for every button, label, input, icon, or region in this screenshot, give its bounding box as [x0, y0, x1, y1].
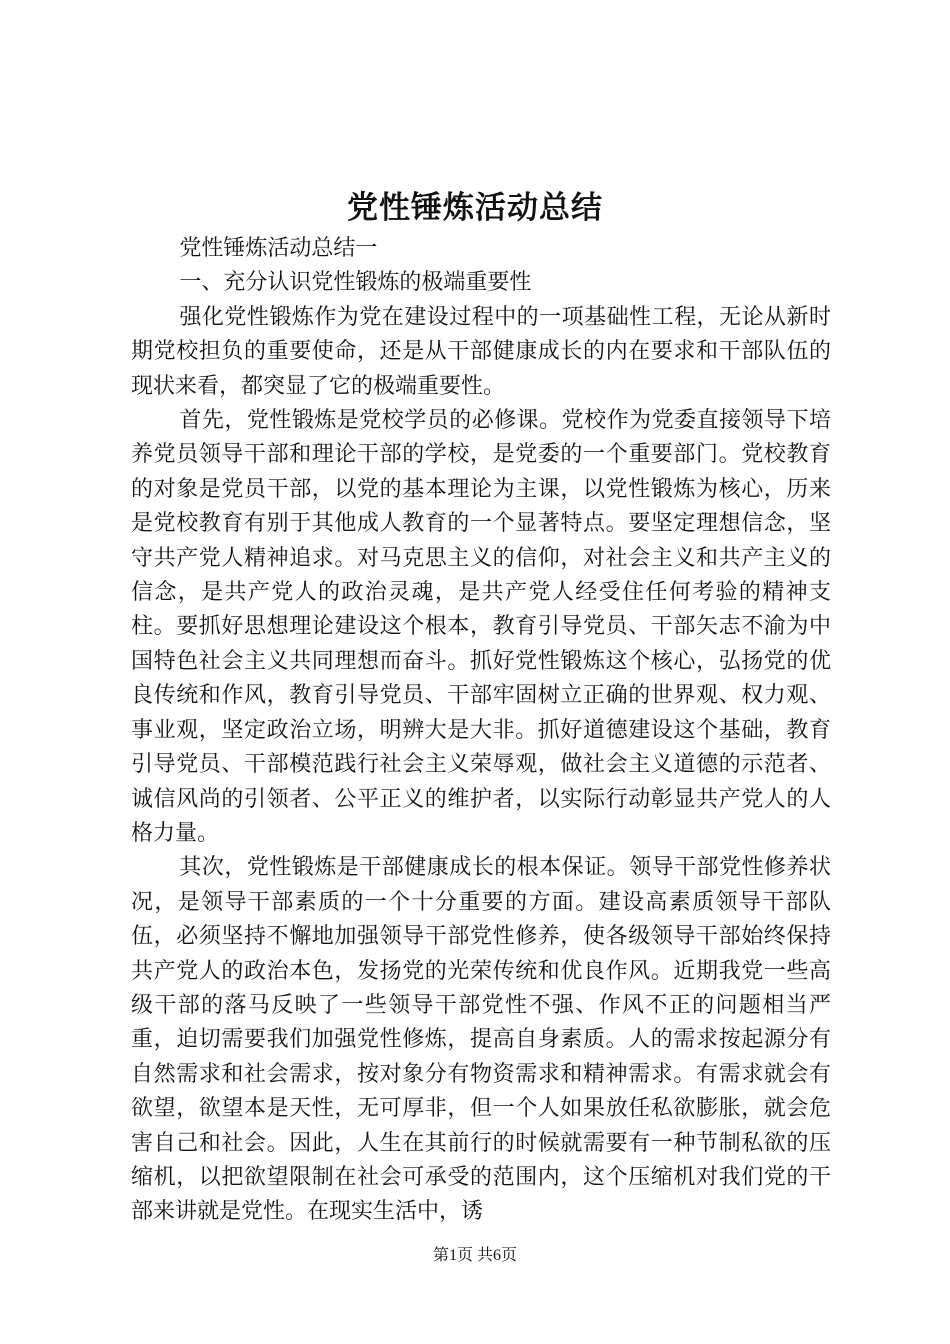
paragraph-3: 其次，党性锻炼是干部健康成长的根本保证。领导干部党性修养状况，是领导干部素质的一个十分重要的方面。建设高素质领导干部队伍，必须坚持不懈地加强领导干部党性修养，使各级领导干部始终保持共产党人的政治本色，发扬党的光荣传统和优良作风。近期我党一些高级干部的落马反映了一些领导干部党性不强、作风不正的问题相当严重，迫切需要我们加强党性修炼，提高自身素质。人的需求按起源分有自然需求和社会需求，按对象分有物资需求和精神需求。有需求就会有欲望，欲望本是天性，无可厚非，但一个人如果放任私欲膨胀，就会危害自己和社会。因此，人生在其前行的时候就需要有一种节制私欲的压缩机，以把欲望限制在社会可承受的范围内，这个压缩机对我们党的干部来讲就是党性。在现实生活中，诱	[131, 855, 831, 1225]
page-footer: 第1页 共6页	[432, 1247, 517, 1264]
document-body	[131, 232, 831, 1230]
section-heading: 一、充分认识党性锻炼的极端重要性	[179, 270, 532, 296]
paragraph-2: 首先，党性锻炼是党校学员的必修课。党校作为党委直接领导下培养党员领导干部和理论干部的学校，是党委的一个重要部门。党校教育的对象是党员干部，以党的基本理论为主课，以党性锻炼为核心，历来是党校教育有别于其他成人教育的一个显著特点。要坚定理想信念，坚守共产党人精神追求。对马克思主义的信仰，对社会主义和共产主义的信念，是共产党人的政治灵魂，是共产党人经受住任何考验的精神支柱。要抓好思想理论建设这个根本，教育引导党员、干部矢志不渝为中国特色社会主义共同理想而奋斗。抓好党性锻炼这个核心，弘扬党的优良传统和作风，教育引导党员、干部牢固树立正确的世界观、权力观、事业观，坚定政治立场，明辨大是大非。抓好道德建设这个基础，教育引导党员、干部模范践行社会主义荣辱观，做社会主义道德的示范者、诚信风尚的引领者、公平正义的维护者，以实际行动彰显共产党人的人格力量。	[131, 408, 831, 846]
paragraph-1: 强化党性锻炼作为党在建设过程中的一项基础性工程，无论从新时期党校担负的重要使命，还是从干部健康成长的内在要求和干部队伍的现状来看，都突显了它的极端重要性。	[131, 304, 831, 399]
subtitle-line: 党性锤炼活动总结一	[179, 236, 378, 261]
document-title: 党性锤炼活动总结	[347, 190, 603, 226]
